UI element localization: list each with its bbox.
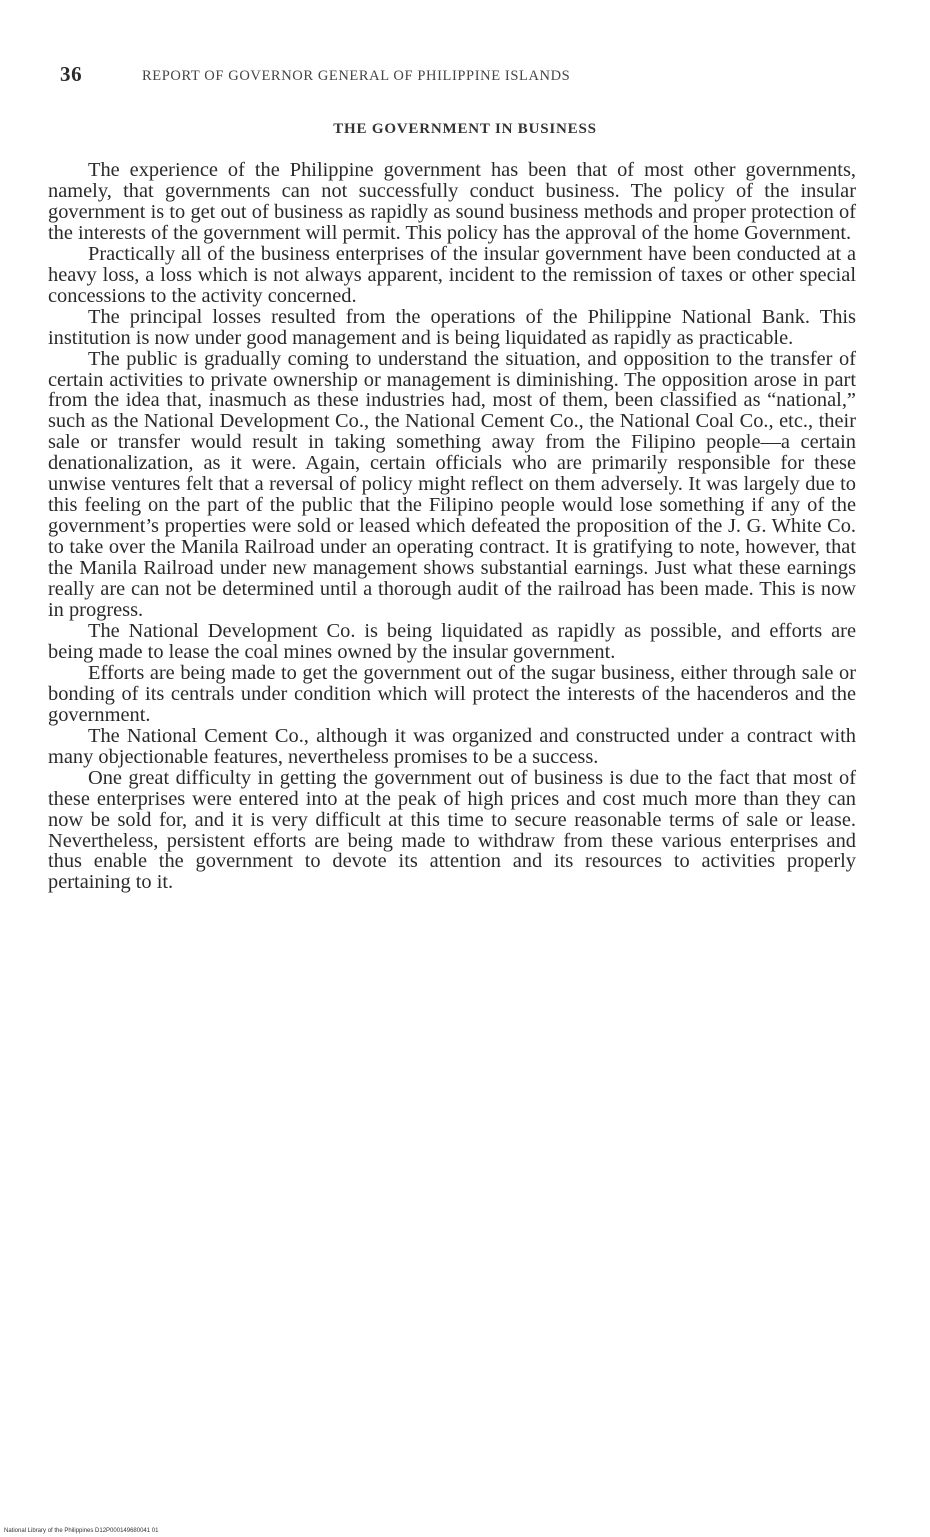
section-title: THE GOVERNMENT IN BUSINESS [333,121,597,137]
paragraph: Practically all of the business enterprises of the insular government have been conducted at a heavy loss, a loss which is not always apparent, incident to the remission of taxes or other special concessions to the activity concerned. [48,242,856,307]
paragraph: The experience of the Philippine government has been that of most other governments, namely, that governments can not successfully conduct business. The policy of the insular government is to get out of business as rapidly as sound business methods and proper protection of the interests of the government will permit. This policy has the approval of the home Government. [48,159,856,244]
body-text [48,160,856,893]
paragraph: The public is gradually coming to understand the situation, and opposition to the transfer of certain activities to private ownership or management is diminishing. The opposition arose in part from the idea that, inasmuch as these industries had, most of them, been classified as “national,” such as the National Development Co., the National Cement Co., the National Coal Co., etc., their sale or transfer would result in taking something away from the Filipino people—a certain denationalization, as it were. Again, certain officials who are primarily responsible for these unwise ventures felt that a reversal of policy might reflect on them adversely. It was largely due to this feeling on the part of the public that the Filipino people would lose something if any of the government’s properties were sold or leased which defeated the proposition of the J. G. White Co. to take over the Manila Railroad under an operating contract. It is gratifying to note, however, that the Manila Railroad under new management shows substantial earnings. Just what these earnings really are can not be determined until a thorough audit of the railroad has been made. This is now in progress. [48,347,856,622]
paragraph: One great difficulty in getting the government out of business is due to the fact that most of these enterprises were entered into at the peak of high prices and cost much more than they can now be sold for, and it is very difficult at this time to secure reasonable terms of sale or lease. Nevertheless, persistent efforts are being made to withdraw from these various enterprises and thus enable the government to devote its attention and its resources to activities properly pertaining to it. [48,766,856,894]
running-header [60,62,870,96]
paragraph: The National Cement Co., although it was organized and constructed under a contract with many objectionable features, nevertheless promises to be a success. [48,724,856,768]
paragraph: The principal losses resulted from the operations of the Philippine National Bank. This institution is now under good management and is being liquidated as rapidly as practicable. [48,305,856,349]
running-title: REPORT OF GOVERNOR GENERAL OF PHILIPPINE ISLANDS [142,68,571,84]
paragraph: Efforts are being made to get the government out of the sugar business, either through sale or bonding of its centrals under condition which will protect the interests of the hacenderos and the government. [48,661,856,726]
paragraph: The National Development Co. is being liquidated as rapidly as possible, and efforts are being made to lease the coal mines owned by the insular government. [48,619,856,663]
page-number: 36 [60,62,83,86]
source-footer: National Library of the Philippines D12P000149680041 01 [4,1528,159,1534]
